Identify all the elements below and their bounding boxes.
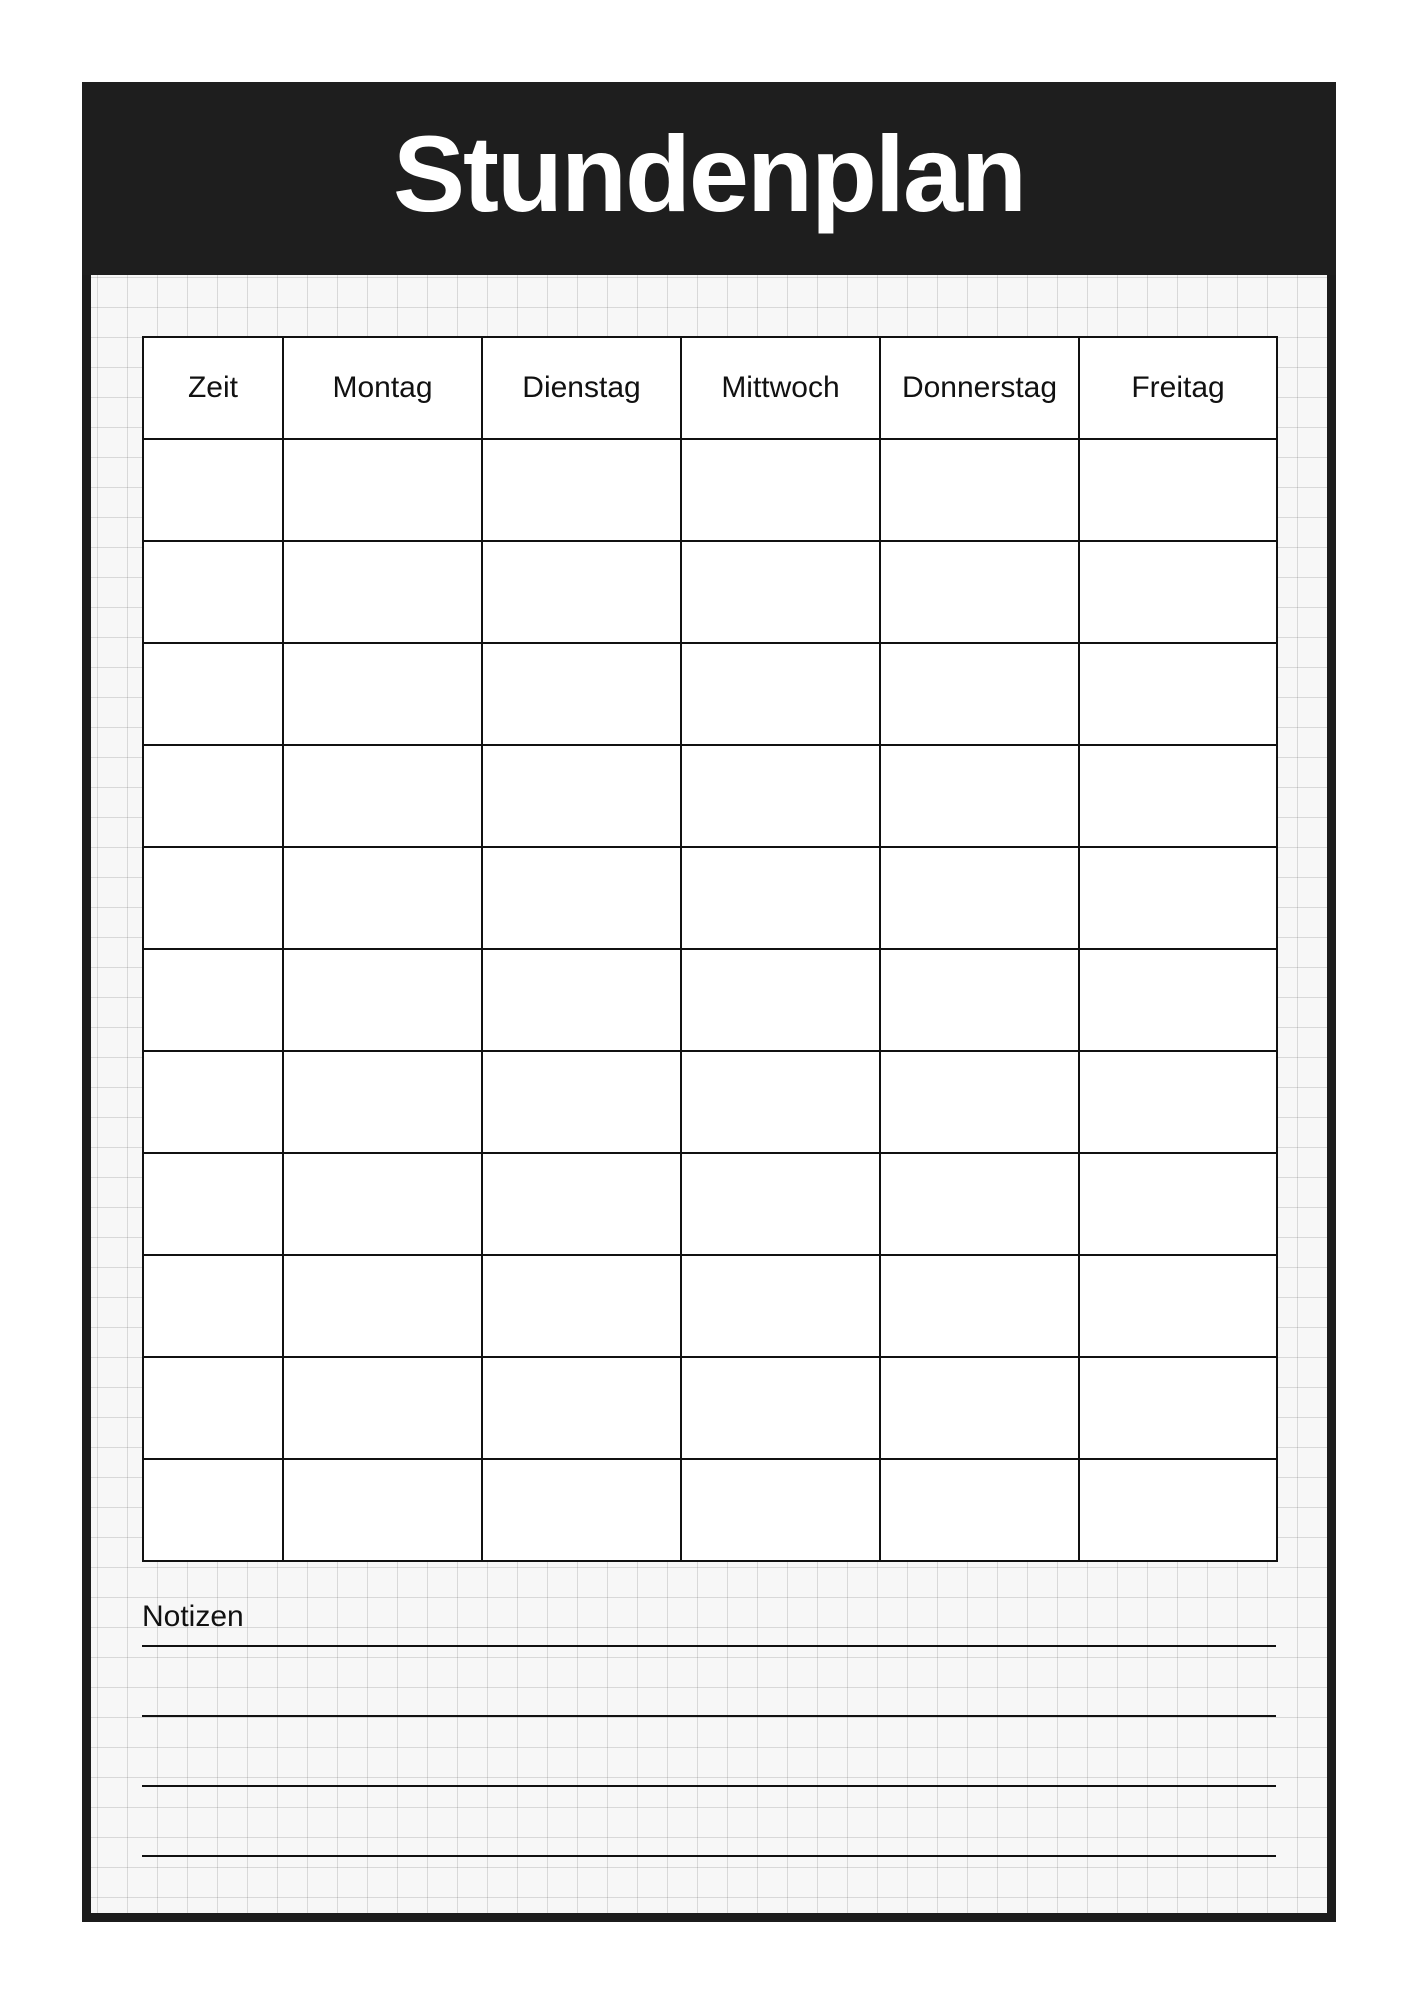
timetable-cell[interactable]	[1079, 1255, 1277, 1357]
timetable-cell[interactable]	[143, 847, 283, 949]
timetable-body	[143, 439, 1277, 1561]
timetable-cell[interactable]	[1079, 541, 1277, 643]
timetable-cell[interactable]	[143, 949, 283, 1051]
notes-line[interactable]	[142, 1715, 1276, 1717]
timetable-row	[143, 745, 1277, 847]
timetable-cell[interactable]	[283, 643, 482, 745]
timetable-cell[interactable]	[283, 541, 482, 643]
timetable-header-row	[143, 337, 1277, 439]
timetable-cell[interactable]	[482, 1153, 681, 1255]
timetable-cell[interactable]	[1079, 949, 1277, 1051]
timetable-cell[interactable]	[283, 1051, 482, 1153]
timetable-cell[interactable]	[283, 439, 482, 541]
timetable-cell[interactable]	[1079, 1459, 1277, 1561]
timetable-cell[interactable]	[482, 643, 681, 745]
column-header-donnerstag: Donnerstag	[880, 337, 1079, 439]
notes-line[interactable]	[142, 1855, 1276, 1857]
timetable-cell[interactable]	[880, 643, 1079, 745]
timetable-cell[interactable]	[283, 1153, 482, 1255]
timetable-cell[interactable]	[283, 1255, 482, 1357]
timetable-row	[143, 847, 1277, 949]
timetable-cell[interactable]	[681, 1459, 880, 1561]
timetable-cell[interactable]	[1079, 1357, 1277, 1459]
timetable-cell[interactable]	[681, 1255, 880, 1357]
timetable-cell[interactable]	[482, 745, 681, 847]
timetable	[142, 336, 1278, 1562]
timetable-cell[interactable]	[143, 1459, 283, 1561]
timetable-cell[interactable]	[1079, 439, 1277, 541]
timetable-cell[interactable]	[482, 439, 681, 541]
timetable-cell[interactable]	[283, 745, 482, 847]
timetable-cell[interactable]	[482, 847, 681, 949]
timetable-row	[143, 1459, 1277, 1561]
timetable-cell[interactable]	[681, 439, 880, 541]
timetable-cell[interactable]	[482, 1459, 681, 1561]
timetable-cell[interactable]	[1079, 745, 1277, 847]
timetable-cell[interactable]	[1079, 847, 1277, 949]
column-header-freitag: Freitag	[1079, 337, 1277, 439]
timetable-cell[interactable]	[1079, 1051, 1277, 1153]
timetable-row	[143, 1357, 1277, 1459]
notes-line[interactable]	[142, 1645, 1276, 1647]
page-title: Stundenplan	[393, 112, 1025, 234]
timetable-cell[interactable]	[1079, 1153, 1277, 1255]
timetable-cell[interactable]	[681, 643, 880, 745]
timetable-cell[interactable]	[880, 439, 1079, 541]
timetable-row	[143, 1051, 1277, 1153]
notes-line[interactable]	[142, 1785, 1276, 1787]
timetable-cell[interactable]	[681, 745, 880, 847]
timetable-row	[143, 643, 1277, 745]
timetable-cell[interactable]	[283, 1357, 482, 1459]
timetable-row	[143, 541, 1277, 643]
timetable-cell[interactable]	[482, 949, 681, 1051]
column-header-montag: Montag	[283, 337, 482, 439]
title-banner	[82, 82, 1336, 275]
timetable-cell[interactable]	[880, 541, 1079, 643]
timetable-cell[interactable]	[880, 1051, 1079, 1153]
timetable-cell[interactable]	[681, 541, 880, 643]
timetable-cell[interactable]	[880, 1357, 1079, 1459]
notes-label: Notizen	[142, 1600, 244, 1633]
timetable-cell[interactable]	[482, 1255, 681, 1357]
timetable-row	[143, 439, 1277, 541]
timetable-cell[interactable]	[143, 1153, 283, 1255]
timetable-cell[interactable]	[283, 949, 482, 1051]
timetable-cell[interactable]	[681, 949, 880, 1051]
timetable-cell[interactable]	[880, 745, 1079, 847]
column-header-mittwoch: Mittwoch	[681, 337, 880, 439]
timetable-row	[143, 1255, 1277, 1357]
timetable-cell[interactable]	[482, 1051, 681, 1153]
timetable-cell[interactable]	[880, 1153, 1079, 1255]
timetable-row	[143, 949, 1277, 1051]
timetable-cell[interactable]	[143, 1357, 283, 1459]
timetable-cell[interactable]	[143, 541, 283, 643]
timetable-cell[interactable]	[143, 643, 283, 745]
timetable-cell[interactable]	[880, 1459, 1079, 1561]
timetable-cell[interactable]	[681, 847, 880, 949]
column-header-zeit: Zeit	[143, 337, 283, 439]
column-header-dienstag: Dienstag	[482, 337, 681, 439]
timetable-cell[interactable]	[482, 541, 681, 643]
timetable-cell[interactable]	[681, 1051, 880, 1153]
timetable-cell[interactable]	[143, 745, 283, 847]
timetable-cell[interactable]	[143, 439, 283, 541]
timetable-cell[interactable]	[143, 1255, 283, 1357]
timetable-cell[interactable]	[283, 847, 482, 949]
timetable-cell[interactable]	[143, 1051, 283, 1153]
timetable-cell[interactable]	[880, 847, 1079, 949]
timetable-cell[interactable]	[1079, 643, 1277, 745]
timetable-cell[interactable]	[880, 1255, 1079, 1357]
timetable-cell[interactable]	[681, 1357, 880, 1459]
timetable-cell[interactable]	[880, 949, 1079, 1051]
timetable-row	[143, 1153, 1277, 1255]
timetable-cell[interactable]	[482, 1357, 681, 1459]
timetable-cell[interactable]	[283, 1459, 482, 1561]
timetable-cell[interactable]	[681, 1153, 880, 1255]
